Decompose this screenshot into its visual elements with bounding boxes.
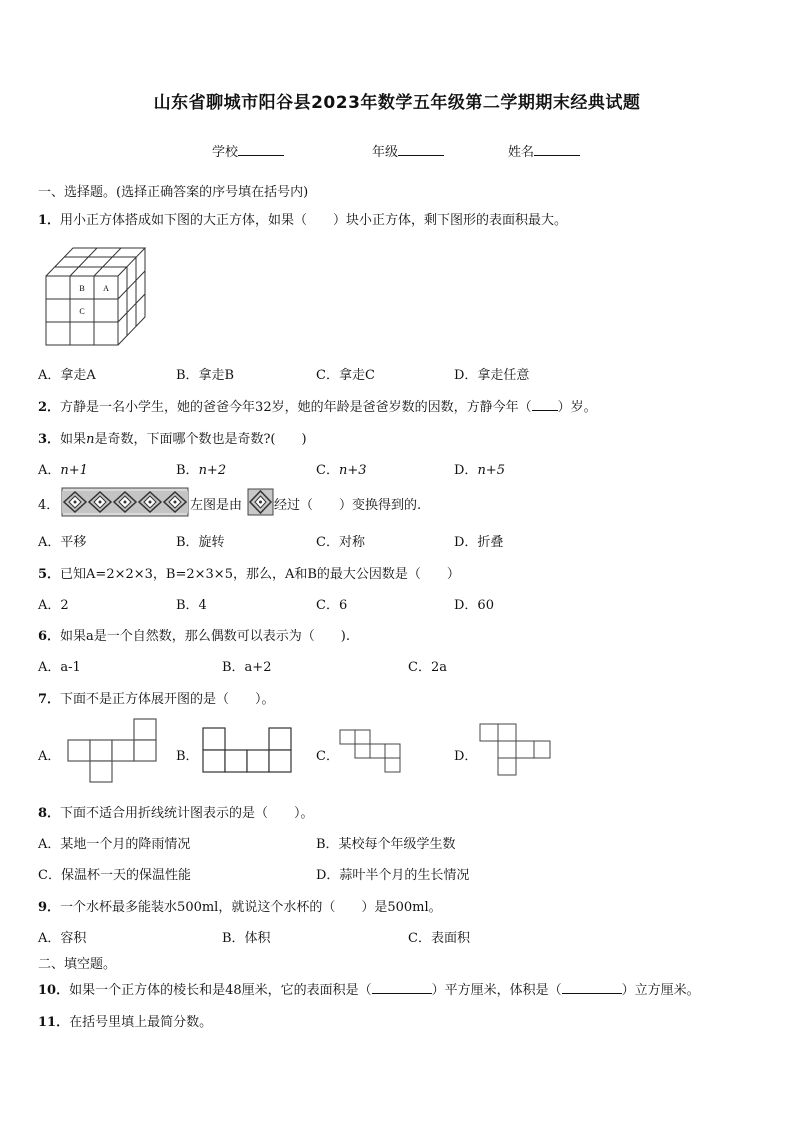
q3-option-b-letter: B． xyxy=(176,463,199,478)
q8-option-d[interactable]: D．蒜叶半个月的生长情况 xyxy=(316,868,470,883)
q3-text-after: 是奇数，下面哪个数也是奇数?( ) xyxy=(94,432,307,447)
q3-option-b[interactable] xyxy=(176,459,226,478)
q9-option-b[interactable]: B．体积 xyxy=(222,931,271,946)
q5-text: 已知A=2×2×3，B=2×3×5，那么，A和B的最大公因数是（ ） xyxy=(60,567,460,582)
q2-number: 2． xyxy=(38,400,61,415)
question-10 xyxy=(38,979,700,998)
cube-label-a: A xyxy=(103,284,109,293)
q8-option-a[interactable]: A．某地一个月的降雨情况 xyxy=(38,837,191,852)
q8-option-c[interactable]: C．保温杯一天的保温性能 xyxy=(38,868,191,883)
q3-option-c-value: n+3 xyxy=(338,463,367,478)
q3-option-a-value: n+1 xyxy=(60,463,88,478)
cube-figure xyxy=(46,246,150,346)
q1-text: 用小正方体搭成如下图的大正方体，如果（ ）块小正方体，剩下图形的表面积最大。 xyxy=(60,213,568,228)
net-figure-b xyxy=(202,727,294,775)
q4-text-mid: 左图是由 xyxy=(190,498,243,513)
q2-answer-blank[interactable] xyxy=(532,399,558,411)
q9-option-c[interactable]: C．表面积 xyxy=(408,931,470,946)
net-figure-c xyxy=(338,728,402,776)
school-label: 学校 xyxy=(212,145,239,160)
net-figure-d xyxy=(478,722,552,778)
q9-text: 一个水杯最多能装水500ml，就说这个水杯的（ ）是500ml。 xyxy=(60,900,442,915)
question-1 xyxy=(38,209,567,228)
q3-number: 3． xyxy=(38,432,61,447)
q4-text-after: 经过（ ）变换得到的. xyxy=(274,498,422,513)
q1-option-c[interactable]: C．拿走C xyxy=(316,368,375,383)
q3-option-d-value: n+5 xyxy=(477,463,505,478)
school-field[interactable] xyxy=(212,141,284,160)
q7-text: 下面不是正方体展开图的是（ ）。 xyxy=(60,692,275,707)
q6-number: 6． xyxy=(38,629,61,644)
q1-option-a[interactable]: A．拿走A xyxy=(38,368,96,383)
q8-text: 下面不适合用折线统计图表示的是（ ）。 xyxy=(60,806,314,821)
q5-option-c[interactable]: C．6 xyxy=(316,598,348,613)
q1-number: 1． xyxy=(38,213,61,228)
q3-option-a-letter: A． xyxy=(38,463,61,478)
question-7 xyxy=(38,688,275,707)
pattern-unit-figure xyxy=(248,489,273,515)
q5-number: 5． xyxy=(38,567,61,582)
q3-option-c[interactable] xyxy=(316,459,367,478)
q3-option-a[interactable] xyxy=(38,459,88,478)
q4-option-b[interactable]: B．旋转 xyxy=(176,535,225,550)
grade-field[interactable] xyxy=(372,141,444,160)
cube-label-c: C xyxy=(79,307,85,316)
q1-option-d[interactable]: D．拿走任意 xyxy=(454,368,530,383)
grade-label: 年级 xyxy=(372,145,399,160)
q10-number: 10． xyxy=(38,983,70,998)
school-blank[interactable] xyxy=(238,143,284,156)
q9-option-a[interactable]: A．容积 xyxy=(38,931,87,946)
question-6 xyxy=(38,625,350,644)
q4-number: 4． xyxy=(38,498,60,513)
q2-text-before: 方静是一名小学生，她的爸爸今年32岁，她的年龄是爸爸岁数的因数，方静今年（ xyxy=(60,400,532,415)
q10-volume-blank[interactable] xyxy=(562,982,622,994)
cube-label-b: B xyxy=(79,284,85,293)
q8-number: 8． xyxy=(38,806,61,821)
q3-text-before: 如果 xyxy=(60,432,87,447)
page-title: 山东省聊城市阳谷县2023年数学五年级第二学期期末经典试题 xyxy=(153,93,641,113)
q5-option-b[interactable]: B．4 xyxy=(176,598,207,613)
q7-option-c[interactable]: C． xyxy=(316,749,339,764)
q8-option-b[interactable]: B．某校每个年级学生数 xyxy=(316,837,456,852)
q6-text: 如果a是一个自然数，那么偶数可以表示为（ ). xyxy=(60,629,351,644)
q7-option-b[interactable]: B． xyxy=(176,749,199,764)
q3-option-d[interactable] xyxy=(454,459,505,478)
q3-option-c-letter: C． xyxy=(316,463,339,478)
q3-option-b-value: n+2 xyxy=(198,463,227,478)
grade-blank[interactable] xyxy=(398,143,444,156)
question-9 xyxy=(38,896,442,915)
q4-option-a[interactable]: A．平移 xyxy=(38,535,87,550)
q6-option-a[interactable]: A．a-1 xyxy=(38,660,81,675)
q6-option-b[interactable]: B．a+2 xyxy=(222,660,272,675)
name-field[interactable] xyxy=(508,141,580,160)
q10-text-2: ）平方厘米，体积是（ xyxy=(431,983,562,998)
q7-option-a[interactable]: A． xyxy=(38,749,61,764)
pattern-strip-figure xyxy=(62,488,188,516)
q3-option-d-letter: D． xyxy=(454,463,478,478)
q11-number: 11． xyxy=(38,1015,70,1030)
question-2 xyxy=(38,396,597,415)
section2-heading: 二、填空题。 xyxy=(38,957,117,972)
question-11 xyxy=(38,1011,212,1030)
q2-text-after: ）岁。 xyxy=(557,400,597,415)
q3-var: n xyxy=(86,432,95,447)
q11-text: 在括号里填上最简分数。 xyxy=(69,1015,213,1030)
q6-option-c[interactable]: C．2a xyxy=(408,660,447,675)
name-label: 姓名 xyxy=(508,145,535,160)
q10-surface-area-blank[interactable] xyxy=(372,982,432,994)
q5-option-d[interactable]: D．60 xyxy=(454,598,494,613)
q1-option-b[interactable]: B．拿走B xyxy=(176,368,235,383)
q4-option-c[interactable]: C．对称 xyxy=(316,535,365,550)
question-8 xyxy=(38,802,314,821)
net-figure-a xyxy=(66,718,158,784)
question-5 xyxy=(38,563,460,582)
q7-number: 7． xyxy=(38,692,61,707)
section1-heading: 一、选择题。(选择正确答案的序号填在括号内) xyxy=(38,185,309,200)
q9-number: 9． xyxy=(38,900,61,915)
name-blank[interactable] xyxy=(534,143,580,156)
q5-option-a[interactable]: A．2 xyxy=(38,598,69,613)
q10-text-1: 如果一个正方体的棱长和是48厘米，它的表面积是（ xyxy=(69,983,372,998)
q4-option-d[interactable]: D．折叠 xyxy=(454,535,504,550)
q10-text-3: ）立方厘米。 xyxy=(621,983,700,998)
question-3 xyxy=(38,428,307,447)
q7-option-d[interactable]: D． xyxy=(454,749,478,764)
